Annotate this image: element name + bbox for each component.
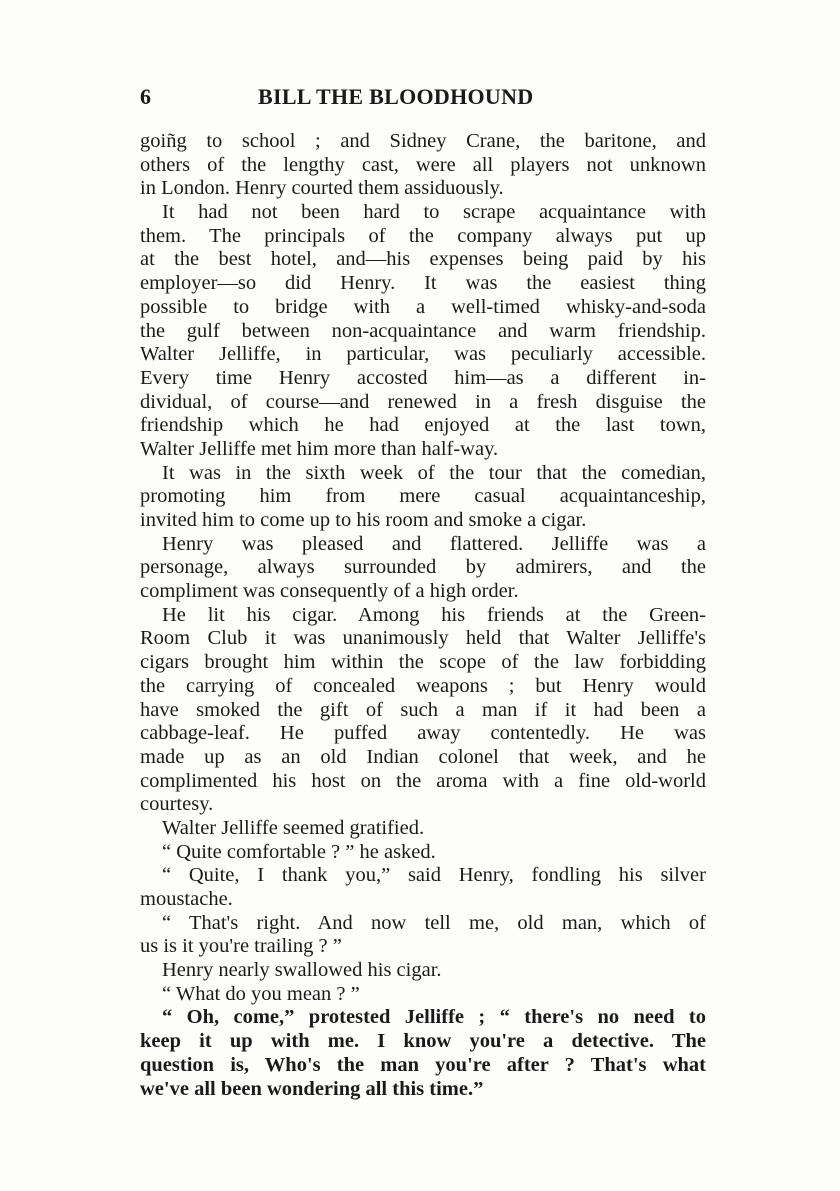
page-header [140, 84, 708, 116]
text-line: “ That's right. And now tell me, old man, which of [162, 911, 706, 934]
text-line: “ Oh, come,” protested Jelliffe ; “ there's no need to [162, 1006, 706, 1029]
text-line: have smoked the gift of such a man if it had been a [140, 698, 706, 721]
text-line: He lit his cigar. Among his friends at the Green- [162, 603, 706, 626]
text-line: Room Club it was unanimously held that Walter Jelliffe's [140, 627, 706, 650]
text-line: “ What do you mean ? ” [162, 982, 360, 1005]
text-line: possible to bridge with a well-timed whisky-and-soda [140, 295, 706, 318]
text-line: invited him to come up to his room and smoke a cigar. [140, 509, 587, 531]
text-line: personage, always surrounded by admirers, and the [140, 556, 706, 579]
text-line: keep it up with me. I know you're a detective. The [140, 1030, 706, 1053]
text-line: Walter Jelliffe met him more than half-way. [140, 437, 499, 460]
text-line: question is, Who's the man you're after ? That's what [140, 1053, 706, 1076]
text-line: Walter Jelliffe, in particular, was peculiarly accessible. [140, 343, 706, 366]
text-line: them. The principals of the company always put up [140, 224, 706, 247]
text-line: made up as an old Indian colonel that week, and he [140, 745, 706, 768]
page-number: 6 [140, 84, 151, 109]
text-line: us is it you're trailing ? ” [140, 935, 342, 958]
text-line: “ Quite, I thank you,” said Henry, fondling his silver [162, 864, 706, 887]
text-line: It had not been hard to scrape acquaintance with [162, 201, 706, 224]
text-line: others of the lengthy cast, were all players not unknown [140, 153, 706, 176]
text-line: goiñg to school ; and Sidney Crane, the baritone, and [140, 130, 706, 152]
text-line: friendship which he had enjoyed at the last town, [140, 414, 706, 437]
running-title: BILL THE BLOODHOUND [258, 84, 534, 109]
text-line: employer—so did Henry. It was the easiest thing [140, 272, 706, 295]
text-line: complimented his host on the aroma with a fine old-world [140, 769, 706, 792]
text-line: “ Quite comfortable ? ” he asked. [162, 840, 436, 863]
text-line: the gulf between non-acquaintance and warm friendship. [140, 319, 706, 342]
text-line: Henry was pleased and flattered. Jelliffe was a [162, 532, 706, 555]
text-line: in London. Henry courted them assiduously. [140, 177, 504, 200]
text-line: at the best hotel, and—his expenses being paid by his [140, 248, 706, 271]
text-line: moustache. [140, 888, 233, 910]
text-line: dividual, of course—and renewed in a fresh disguise the [140, 390, 706, 413]
body-text [140, 130, 706, 1101]
text-line: cabbage-leaf. He puffed away contentedly. He was [140, 722, 706, 745]
text-line: Walter Jelliffe seemed gratified. [162, 816, 425, 839]
text-line: Every time Henry accosted him—as a different in- [140, 366, 706, 389]
text-line: we've all been wondering all this time.” [140, 1077, 484, 1100]
text-line: courtesy. [140, 793, 214, 816]
text-line: compliment was consequently of a high order. [140, 580, 519, 603]
text-line: the carrying of concealed weapons ; but Henry would [140, 674, 706, 697]
text-line: It was in the sixth week of the tour that the comedian, [162, 461, 706, 484]
text-line: Henry nearly swallowed his cigar. [162, 959, 442, 982]
text-line: promoting him from mere casual acquaintanceship, [140, 485, 706, 508]
text-line: cigars brought him within the scope of the law forbidding [140, 651, 706, 674]
